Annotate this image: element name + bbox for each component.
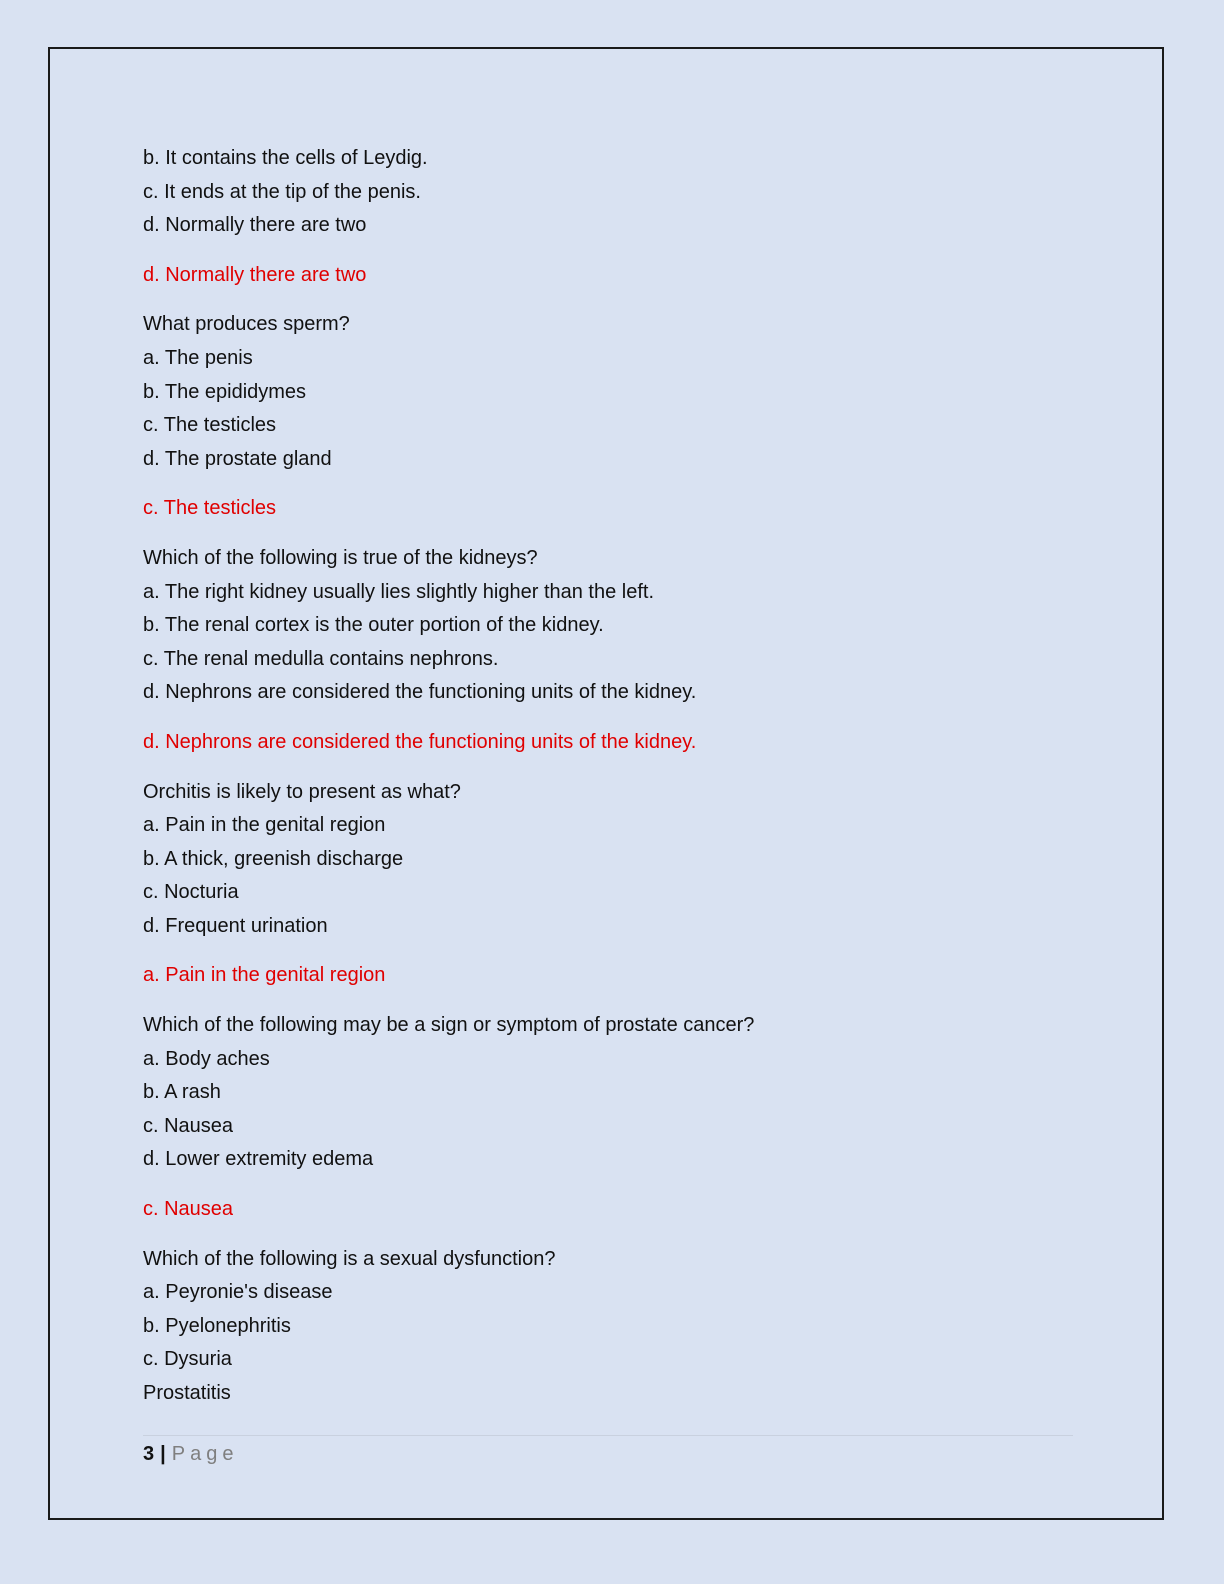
question-line: What produces sperm? <box>143 313 350 336</box>
question-line: Orchitis is likely to present as what? <box>143 780 461 803</box>
option-line: a. Pain in the genital region <box>143 814 386 837</box>
option-line: a. Body aches <box>143 1047 270 1070</box>
document-body <box>143 142 1073 1411</box>
option-line: d. Normally there are two <box>143 214 367 237</box>
question-block <box>143 308 1073 542</box>
question-line: Which of the following is a sexual dysfunction? <box>143 1247 556 1270</box>
option-line: a. The penis <box>143 346 253 369</box>
option-line: a. Peyronie's disease <box>143 1281 333 1304</box>
option-line: c. Dysuria <box>143 1348 232 1371</box>
answer-line: c. The testicles <box>143 497 277 520</box>
question-line: Which of the following may be a sign or symptom of prostate cancer? <box>143 1014 755 1037</box>
option-line: c. The renal medulla contains nephrons. <box>143 647 499 670</box>
option-line: d. The prostate gland <box>143 447 332 470</box>
question-line: b. It contains the cells of Leydig. <box>143 147 428 169</box>
question-block <box>143 776 1073 1010</box>
answer-line: d. Normally there are two <box>143 263 367 286</box>
option-line: d. Lower extremity edema <box>143 1148 374 1171</box>
footer-divider <box>143 1435 1073 1436</box>
option-line: c. Nocturia <box>143 881 239 904</box>
question-block <box>143 1009 1073 1243</box>
option-line: b. A thick, greenish discharge <box>143 847 404 870</box>
answer-line: a. Pain in the genital region <box>143 964 386 987</box>
page-label: Page <box>171 1443 239 1465</box>
option-line: d. Frequent urination <box>143 914 328 937</box>
page-number: 3 <box>143 1443 155 1465</box>
option-line: c. Nausea <box>143 1114 234 1137</box>
question-block <box>143 542 1073 776</box>
option-line: a. The right kidney usually lies slightly higher than the left. <box>143 580 655 603</box>
option-line: d. Nephrons are considered the functioning units of the kidney. <box>143 681 697 704</box>
option-line: c. It ends at the tip of the penis. <box>143 180 421 203</box>
footer-separator: | <box>160 1443 166 1465</box>
question-block <box>143 1243 1073 1411</box>
answer-line: d. Nephrons are considered the functioning units of the kidney. <box>143 730 697 753</box>
option-line: Prostatitis <box>143 1382 231 1404</box>
question-block <box>143 142 1073 308</box>
option-line: b. The renal cortex is the outer portion of the kidney. <box>143 614 604 637</box>
option-line: b. Pyelonephritis <box>143 1314 291 1337</box>
question-line: Which of the following is true of the kidneys? <box>143 546 538 569</box>
option-line: b. The epididymes <box>143 380 307 403</box>
page-footer <box>143 1440 238 1468</box>
answer-line: c. Nausea <box>143 1198 234 1221</box>
option-line: c. The testicles <box>143 414 277 437</box>
option-line: b. A rash <box>143 1081 221 1104</box>
